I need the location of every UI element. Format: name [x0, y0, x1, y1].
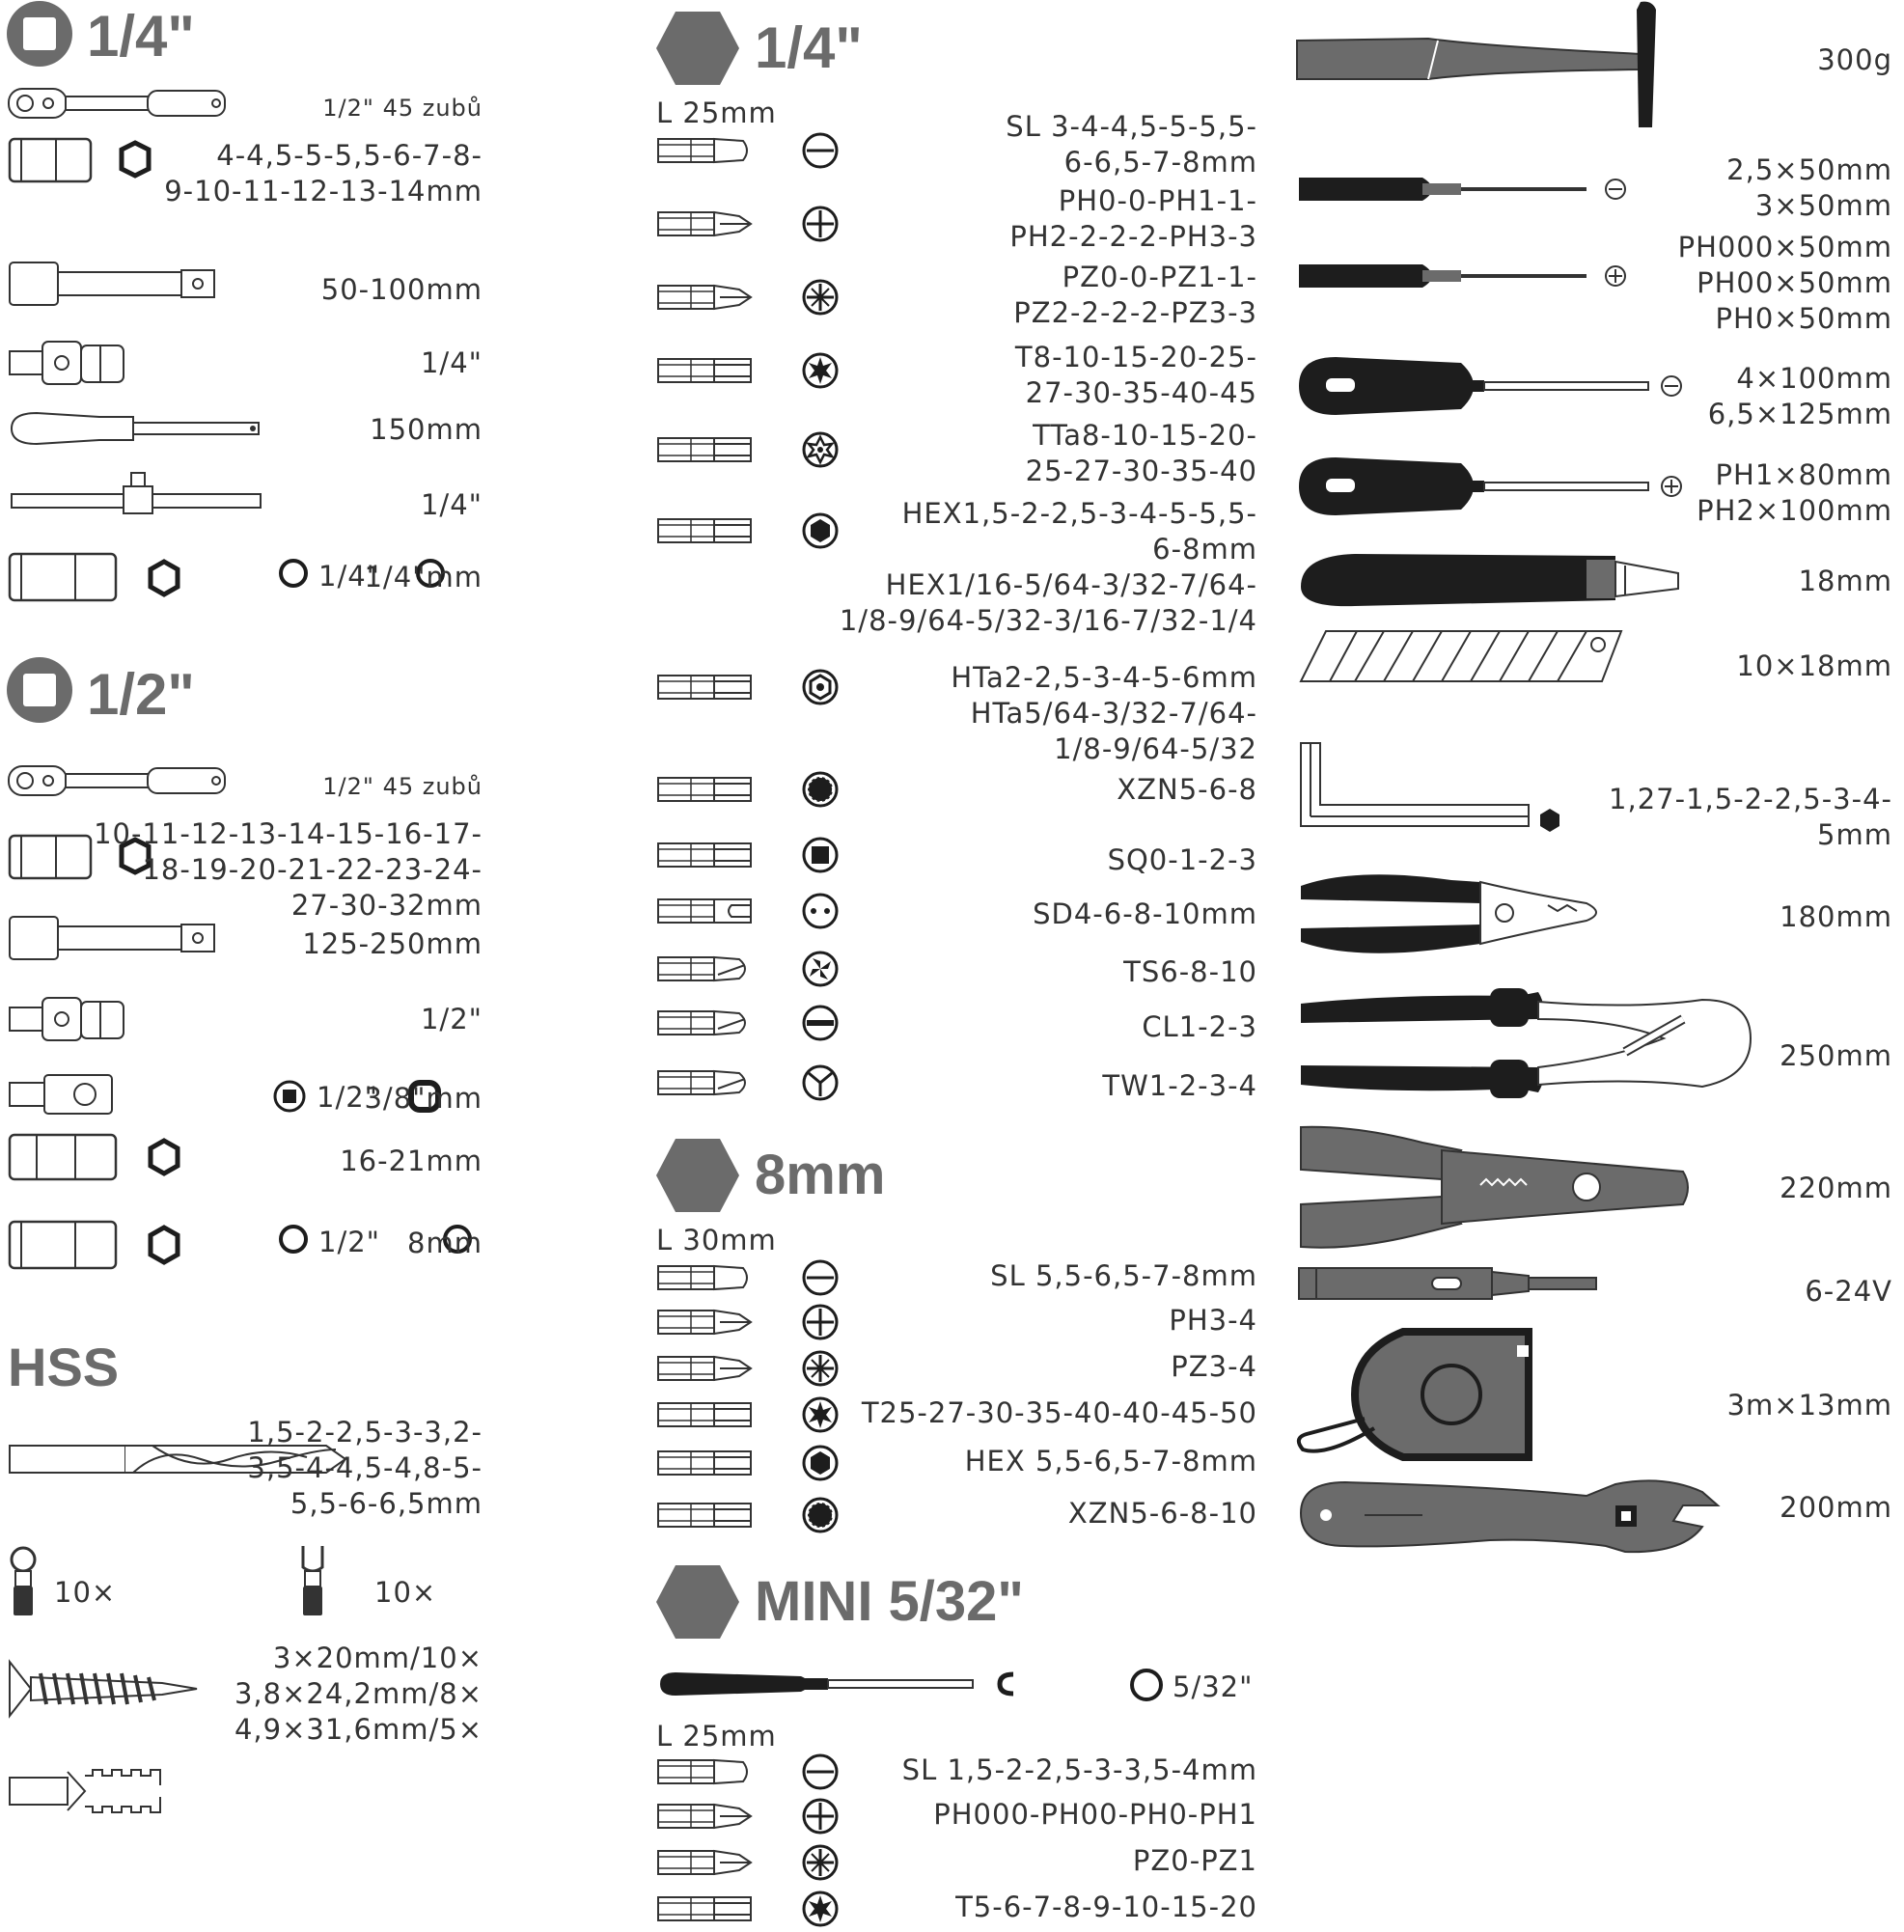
spec-line: PH0-0-PH1-1- — [1058, 184, 1257, 217]
square-drive-icon — [6, 656, 73, 728]
spec-line: 4-4,5-5-5,5-6-7-8- — [216, 139, 483, 172]
spec-line: PH3-4 — [1169, 1304, 1257, 1337]
profile-hex-icon — [801, 511, 840, 554]
bit-spec-hta — [951, 660, 1257, 767]
bit-spec-pz — [1133, 1843, 1257, 1879]
spec-flat-large — [1708, 361, 1892, 432]
profile-slot-icon — [801, 1753, 840, 1795]
spec-line: PZ0-PZ1 — [1132, 1844, 1257, 1877]
extension-bar-icon — [8, 261, 220, 317]
profile-torx-icon — [801, 1395, 840, 1438]
bit-xzn-icon — [656, 1498, 753, 1536]
spec-line: XZN5-6-8-10 — [1067, 1497, 1257, 1530]
spec-screws — [235, 1641, 483, 1748]
spec-line: 27-30-32mm — [290, 889, 483, 922]
spec-phillips-large — [1697, 457, 1892, 529]
spec-line: 18-19-20-21-22-23-24- — [142, 853, 483, 886]
socket-icon — [8, 550, 201, 607]
ring-terminal-icon — [8, 1544, 46, 1625]
profile-ph-icon — [801, 205, 840, 247]
spec-line: PZ3-4 — [1171, 1350, 1257, 1383]
t-bar-icon — [8, 471, 268, 518]
spec-line: PH000×50mm — [1677, 231, 1892, 263]
spec-line: CL1-2-3 — [1142, 1010, 1257, 1043]
profile-tw-icon — [801, 1063, 840, 1106]
spec-line: 4,9×31,6mm/5× — [234, 1713, 483, 1746]
bit-spec-ts — [1123, 954, 1257, 990]
spec-line: HTa5/64-3/32-7/64- — [970, 697, 1257, 730]
fork-terminal-icon — [297, 1544, 336, 1625]
spec-drill-bits — [247, 1415, 483, 1522]
spec-line: SL 5,5-6,5-7-8mm — [990, 1259, 1257, 1292]
bit-ph-icon — [656, 1799, 753, 1837]
bit-cl-icon — [656, 1006, 753, 1044]
fork-terminal-count: 10× — [374, 1576, 437, 1609]
spec-line: T8-10-15-20-25- — [1014, 341, 1257, 373]
bit-slot-icon — [656, 133, 753, 172]
spec-cutter: 18mm — [1798, 565, 1892, 597]
bit-spec-tta — [1026, 418, 1257, 489]
wire-stripper-icon — [1297, 1121, 1702, 1260]
bit-spec-ph — [1169, 1303, 1257, 1339]
spec-tester: 6-24V — [1805, 1275, 1892, 1308]
profile-hta-icon — [801, 668, 840, 710]
spec-line: 3,5-4-4,5-4,8-5- — [247, 1451, 483, 1484]
profile-sq-icon — [801, 836, 840, 878]
ring-icon — [278, 558, 309, 593]
spec-line: XZN5-6-8 — [1117, 773, 1257, 806]
spec-line: 1/8-9/64-5/32-3/16-7/32-1/4 — [839, 604, 1257, 637]
adapter-label-a: 1/4" — [318, 560, 381, 593]
spec-pliers: 180mm — [1780, 900, 1892, 933]
bit-holder-icon — [8, 1216, 201, 1278]
bit-slot-icon — [656, 1754, 753, 1793]
spec-ratchet-half: 1/2" 45 zubů — [322, 773, 483, 800]
profile-pz-icon — [801, 1843, 840, 1886]
water-pump-pliers-icon — [1297, 980, 1760, 1110]
profile-torx-icon — [801, 351, 840, 394]
adapter-label-a: 1/2" — [317, 1081, 379, 1114]
flat-screwdriver-large-icon — [1297, 353, 1683, 425]
section-heading-hss: HSS — [8, 1337, 120, 1397]
profile-pz-icon — [801, 278, 840, 320]
bit-spec-slot — [990, 1258, 1257, 1294]
spec-phillips-small — [1678, 230, 1892, 337]
spec-line: PH00×50mm — [1697, 266, 1892, 299]
spec-line: 6-8mm — [1152, 533, 1257, 566]
spec-line: SQ0-1-2-3 — [1107, 843, 1257, 876]
spark-plug-socket-icon — [8, 1131, 201, 1188]
wood-screw-icon — [8, 1650, 201, 1731]
bit-xzn-icon — [656, 772, 753, 811]
spec-line: PH2-2-2-2-PH3-3 — [1009, 220, 1257, 253]
spec-line: PZ0-0-PZ1-1- — [1062, 261, 1257, 293]
profile-pz-icon — [801, 1349, 840, 1392]
spec-line: 9-10-11-12-13-14mm — [164, 175, 483, 207]
profile-ph-icon — [801, 1303, 840, 1345]
spec-line: 3×50mm — [1754, 189, 1892, 222]
spec-line: 5,5-6-6,5mm — [290, 1487, 483, 1520]
section-heading-mini: MINI 5/32" — [755, 1570, 1024, 1633]
profile-cl-icon — [801, 1004, 840, 1046]
profile-slot-icon — [801, 1258, 840, 1301]
bitholder-label-b: 8mm — [407, 1227, 483, 1259]
spinner-handle-icon — [8, 405, 268, 457]
bit-spec-torx — [862, 1395, 1257, 1431]
spec-stripper: 220mm — [1780, 1172, 1892, 1204]
spec-sockets-quarter — [164, 138, 483, 209]
spec-line: 6-6,5-7-8mm — [1063, 146, 1257, 179]
spec-tape: 3m×13mm — [1726, 1389, 1892, 1421]
bit-length-label: L 25mm — [656, 1720, 777, 1753]
spec-line: HTa2-2,5-3-4-5-6mm — [951, 661, 1257, 694]
spec-line: 3×20mm/10× — [272, 1642, 483, 1674]
extension-bar-icon — [8, 915, 220, 972]
spec-line: SD4-6-8-10mm — [1033, 897, 1257, 930]
spec-line: PH0×50mm — [1715, 302, 1892, 335]
spec-line: HEX 5,5-6,5-7-8mm — [964, 1445, 1257, 1477]
socket-icon — [8, 135, 162, 192]
spec-line: SL 3-4-4,5-5-5,5- — [1006, 110, 1257, 143]
bit-length-label: L 25mm — [656, 97, 777, 129]
spec-line: HEX1/16-5/64-3/32-7/64- — [885, 568, 1257, 601]
adapter-label-b: 3/8"mm — [364, 1082, 483, 1115]
spec-ujoint-quarter: 1/4" — [420, 346, 483, 379]
spare-blades-icon — [1297, 627, 1625, 689]
spec-line: PH1×80mm — [1715, 458, 1892, 491]
bit-spec-sd — [1033, 897, 1257, 932]
ratchet-icon — [8, 85, 230, 127]
tape-measure-icon — [1297, 1322, 1548, 1471]
spec-line: 1,5-2-2,5-3-3,2- — [247, 1416, 483, 1449]
bit-spec-tw — [1102, 1068, 1257, 1104]
section-heading-half: 1/2" — [87, 662, 195, 727]
combination-pliers-icon — [1297, 865, 1606, 965]
spec-spark-plug: 16-21mm — [340, 1145, 483, 1177]
universal-joint-icon — [8, 338, 162, 390]
bit-pz-icon — [656, 1351, 753, 1390]
voltage-tester-icon — [1297, 1264, 1606, 1307]
spec-tbar-quarter: 1/4" — [420, 488, 483, 521]
adapter-icon — [8, 1071, 124, 1123]
bit-spec-hex — [840, 496, 1257, 639]
square-socket-icon — [272, 1079, 307, 1118]
phillips-screwdriver-small-icon — [1297, 257, 1635, 299]
spec-line: HEX1,5-2-2,5-3-4-5-5,5- — [901, 497, 1257, 530]
profile-slot-icon — [801, 131, 840, 174]
hex-drive-icon — [656, 1137, 739, 1218]
spec-line: 5mm — [1817, 818, 1892, 851]
spec-hex-keys — [1609, 782, 1892, 853]
spec-wrench: 200mm — [1780, 1491, 1892, 1524]
profile-ph-icon — [801, 1797, 840, 1839]
spec-line: 6,5×125mm — [1707, 398, 1892, 430]
ring-icon — [1129, 1668, 1164, 1706]
spec-line: 10-11-12-13-14-15-16-17- — [94, 817, 483, 850]
spec-line: 25-27-30-35-40 — [1025, 455, 1257, 487]
bit-hex-icon — [656, 513, 753, 552]
universal-joint-icon — [8, 994, 162, 1046]
spec-line: PH000-PH00-PH0-PH1 — [933, 1798, 1257, 1831]
section-heading-bits14: 1/4" — [755, 15, 863, 80]
bit-torx-icon — [656, 1891, 753, 1930]
profile-torx-icon — [801, 1890, 840, 1932]
spec-line: 4×100mm — [1736, 362, 1892, 395]
spec-line: TW1-2-3-4 — [1102, 1069, 1257, 1102]
spec-sockets-half — [94, 816, 483, 924]
square-drive-icon — [6, 0, 73, 71]
spec-extension-quarter: 50-100mm — [320, 273, 483, 306]
spec-line: 27-30-35-40-45 — [1025, 376, 1257, 409]
bit-spec-ph — [1009, 183, 1257, 255]
spec-ujoint-half: 1/2" — [420, 1003, 483, 1035]
bit-ts-icon — [656, 952, 753, 990]
bit-tw-icon — [656, 1065, 753, 1104]
bit-tta-icon — [656, 432, 753, 471]
ring-icon — [278, 1224, 309, 1258]
spec-ratchet-quarter: 1/2" 45 zubů — [322, 95, 483, 122]
spec-line: 1/8-9/64-5/32 — [1054, 732, 1257, 765]
bit-spec-xzn — [1068, 1496, 1257, 1532]
spec-spinner-quarter: 150mm — [370, 413, 483, 446]
bit-spec-pz — [1171, 1349, 1257, 1385]
bit-hta-icon — [656, 670, 753, 708]
bit-spec-sq — [1108, 842, 1257, 878]
bit-ph-icon — [656, 1305, 753, 1343]
profile-ts-icon — [801, 950, 840, 992]
bit-pz-icon — [656, 280, 753, 318]
spec-line: 2,5×50mm — [1726, 153, 1892, 186]
bit-pz-icon — [656, 1845, 753, 1884]
spec-line: 3,8×24,2mm/8× — [234, 1677, 483, 1710]
bit-spec-cl — [1142, 1009, 1257, 1045]
ring-terminal-count: 10× — [54, 1576, 117, 1609]
bit-spec-torx — [1015, 340, 1257, 411]
wall-plug-icon — [8, 1762, 201, 1824]
bit-hex-icon — [656, 1446, 753, 1484]
bit-spec-ph — [933, 1797, 1257, 1833]
spec-flat-small — [1726, 152, 1892, 224]
bit-torx-icon — [656, 1397, 753, 1436]
mini-screwdriver-icon — [656, 1665, 1042, 1707]
flat-screwdriver-small-icon — [1297, 170, 1635, 212]
hex-drive-icon — [656, 10, 739, 91]
spec-water-pump: 250mm — [1780, 1039, 1892, 1072]
adjustable-wrench-icon — [1297, 1467, 1722, 1567]
profile-xzn-icon — [801, 770, 840, 813]
profile-tta-icon — [801, 430, 840, 473]
spec-line: TTa8-10-15-20- — [1033, 419, 1257, 452]
spec-line: 1,27-1,5-2-2,5-3-4- — [1609, 783, 1892, 815]
bit-length-label: L 30mm — [656, 1224, 777, 1256]
bit-spec-torx — [955, 1890, 1257, 1925]
spec-line: T25-27-30-35-40-40-45-50 — [861, 1396, 1257, 1429]
bit-spec-xzn — [1117, 772, 1257, 808]
mini-socket-label: 5/32" — [1173, 1670, 1254, 1703]
utility-knife-icon — [1297, 548, 1683, 620]
spec-blades: 10×18mm — [1736, 649, 1892, 682]
phillips-screwdriver-large-icon — [1297, 454, 1683, 525]
ratchet-icon — [8, 762, 230, 805]
profile-sd-icon — [801, 892, 840, 934]
hex-drive-icon — [656, 1563, 739, 1644]
bit-spec-slot — [902, 1753, 1257, 1788]
section-heading-quarter: 1/4" — [87, 4, 195, 69]
bit-sq-icon — [656, 838, 753, 876]
bit-spec-hex — [965, 1444, 1257, 1479]
spec-hammer: 300g — [1817, 43, 1892, 76]
bit-ph-icon — [656, 207, 753, 245]
spec-line: SL 1,5-2-2,5-3-3,5-4mm — [901, 1753, 1257, 1786]
hammer-icon — [1293, 0, 1679, 139]
hex-key-icon — [1297, 739, 1567, 840]
profile-xzn-icon — [801, 1496, 840, 1538]
bit-spec-pz — [1013, 260, 1257, 331]
profile-hex-icon — [801, 1444, 840, 1486]
bitholder-label-a: 1/2" — [318, 1226, 381, 1258]
spec-extension-half: 125-250mm — [302, 927, 483, 960]
bit-spec-slot — [1006, 109, 1257, 180]
spec-line: T5-6-7-8-9-10-15-20 — [955, 1891, 1257, 1923]
section-heading-bits8: 8mm — [755, 1144, 886, 1206]
bit-slot-icon — [656, 1260, 753, 1299]
bit-sd-icon — [656, 894, 753, 932]
bit-torx-icon — [656, 353, 753, 392]
spec-line: PZ2-2-2-2-PZ3-3 — [1013, 296, 1257, 329]
adapter-label-b: 1/4"mm — [364, 561, 483, 593]
spec-line: TS6-8-10 — [1123, 955, 1257, 988]
spec-line: PH2×100mm — [1697, 494, 1892, 527]
